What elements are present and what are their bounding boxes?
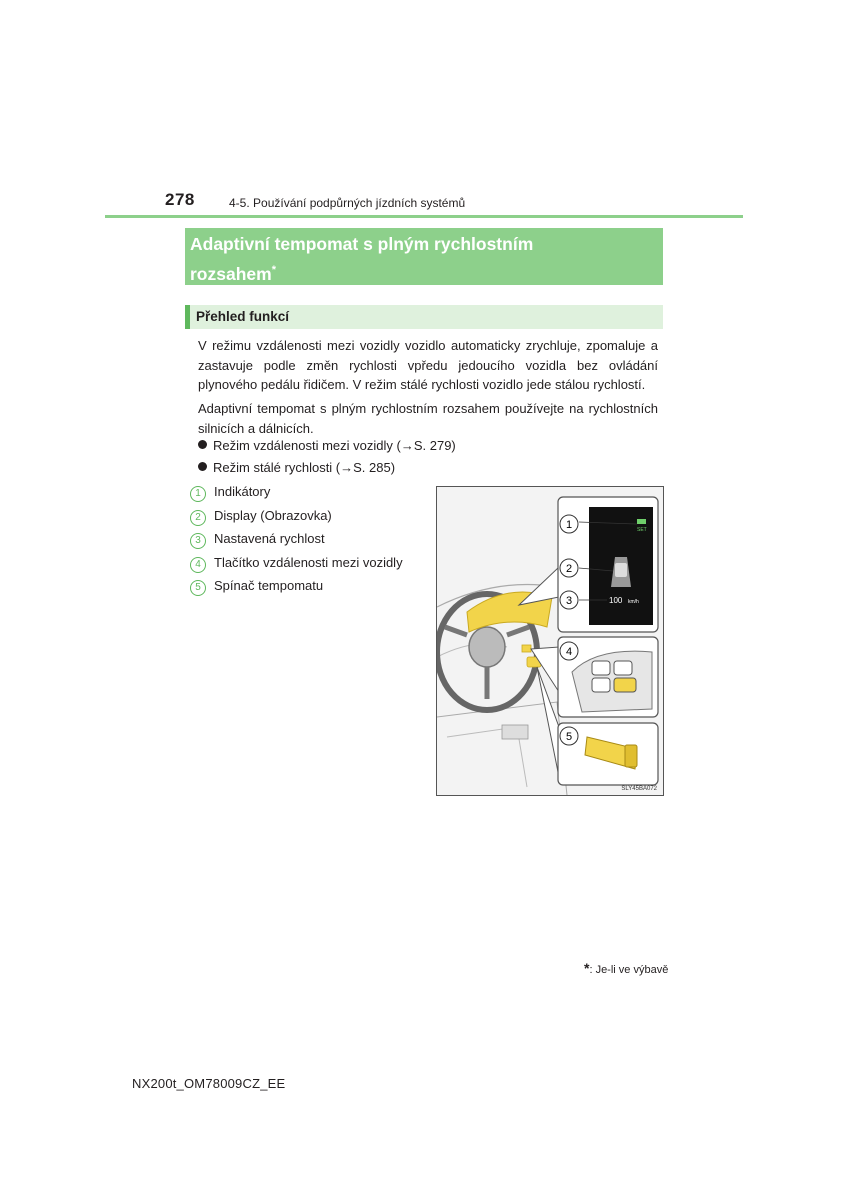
legend-item (190, 531, 325, 549)
paragraph-2: Adaptivní tempomat s plným rychlostním rozsahem používejte na rychlostních silnicích a dálnicích. (198, 401, 658, 436)
subtitle-bar (185, 305, 190, 329)
legend-label: Indikátory (214, 484, 271, 499)
footnote-text: : Je-li ve výbavě (589, 964, 669, 976)
cruise-control-illustration (436, 486, 664, 796)
legend-number-icon: 1 (190, 486, 206, 502)
page-number: 278 (165, 190, 195, 209)
legend-number-icon: 3 (190, 533, 206, 549)
lever-tip-icon (625, 745, 637, 767)
title-line-2: rozsahem (190, 263, 272, 284)
indicator-icon (637, 519, 646, 524)
section-title: 4-5. Používání podpůrných jízdních systémů (229, 196, 466, 210)
distance-button-highlight (522, 645, 531, 652)
legend-label: Tlačítko vzdálenosti mezi vozidly (214, 555, 403, 570)
bullet-text[interactable]: Režim vzdálenosti mezi vozidly (→S. 279) (213, 438, 456, 453)
footnote-mark: * (584, 960, 590, 976)
callout-pointer (519, 567, 559, 605)
button-icon (614, 661, 632, 675)
callout-number: 5 (565, 731, 573, 743)
button-icon (592, 678, 610, 692)
legend-item (190, 484, 270, 502)
legend-label: Spínač tempomatu (214, 578, 324, 593)
paragraph-1: V režimu vzdálenosti mezi vozidly vozidlo automaticky zrychluje, zpomaluje a zastavuje podle změn rychlosti vpředu jedoucího vozidla bez ovládání plynového pedálu řidičem. V režim stálé rychlosti vozidlo jede stálou rychlostí. (198, 338, 658, 392)
legend-number-icon: 2 (190, 510, 206, 526)
bullet-icon (198, 462, 207, 471)
legend-number-icon: 5 (190, 580, 206, 596)
header-divider (105, 215, 743, 218)
title-footnote-mark: * (271, 264, 276, 276)
set-speed-value: 100 (609, 596, 623, 605)
bullet-text[interactable]: Režim stálé rychlosti (→S. 285) (213, 460, 396, 475)
set-speed-unit: km/h (628, 599, 639, 605)
button-icon (592, 661, 610, 675)
title-line-1: Adaptivní tempomat s plným rychlostním (190, 234, 534, 254)
callout-number: 3 (565, 595, 573, 607)
callout-number: 2 (565, 563, 573, 575)
bullet-item (198, 460, 395, 475)
page-title (190, 231, 533, 287)
figure-code: SLY45BA072 (621, 786, 657, 792)
distance-button-icon (614, 678, 636, 692)
lead-car-icon (615, 563, 627, 577)
callout-number: 4 (565, 646, 573, 658)
legend-number-icon: 4 (190, 557, 206, 573)
footnote (584, 960, 668, 976)
legend-label: Nastavená rychlost (214, 531, 325, 546)
legend-label: Display (Obrazovka) (214, 508, 332, 523)
pedal-icon (502, 725, 528, 739)
callout-number: 1 (565, 519, 573, 531)
legend-item (190, 578, 323, 596)
legend-item (190, 555, 403, 573)
document-code: NX200t_OM78009CZ_EE (132, 1076, 286, 1091)
set-indicator-text: SET (637, 527, 647, 533)
legend-item (190, 508, 332, 526)
steering-hub-icon (469, 627, 505, 667)
subtitle: Přehled funkcí (196, 309, 290, 324)
illustration-svg (437, 487, 663, 795)
bullet-icon (198, 440, 207, 449)
bullet-item (198, 438, 456, 453)
